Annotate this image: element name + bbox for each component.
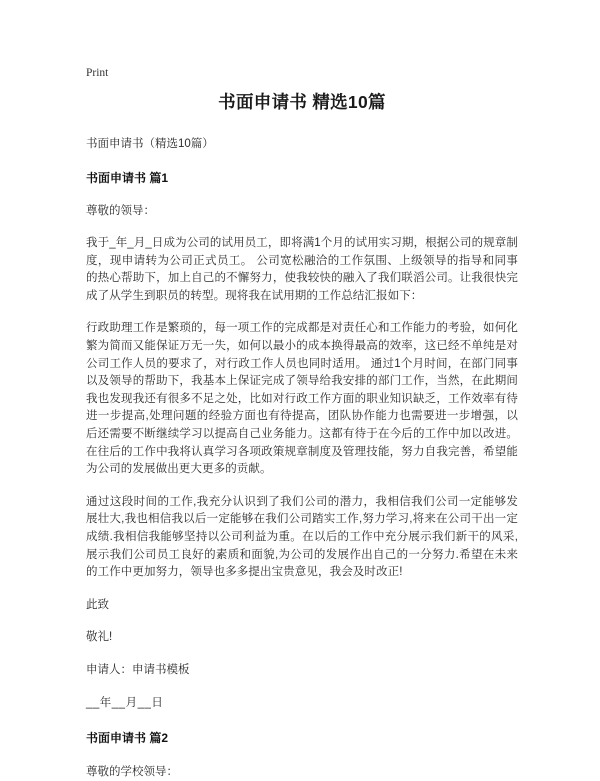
section-heading-2: 书面申请书 篇2 [86, 730, 169, 745]
page-title: 书面申请书 精选10篇 [218, 92, 386, 112]
print-button[interactable]: Print [86, 67, 109, 79]
document-subtitle: 书面申请书（精选10篇） [86, 138, 214, 150]
document-content [86, 66, 518, 781]
body-paragraph-2: 行政助理工作是繁琐的，每一项工作的完成都是对责任心和工作能力的考验，如何化繁为简而又能保证万无一失，如何以最小的成本换得最高的效率，这已经不单纯是对公司工作人员的要求了，对行政工作人员也同时适用。 通过1个月时间，在部门同事以及领导的帮助下，我基本上保证完成了领导给我安排的部门工作，当然，在此期间我也发现我还有很多不足之处，比如对行政工作方面的职业知识缺乏，工作效率有待进一步提高,处理问题的经验方面也有待提高，团队协作能力也需要进一步增强，以后还需要不断继续学习以提高自己业务能力。这都有待于在今后的工作中加以改进。在往后的工作中我将认真学习各项政策规章制度及管理技能，努力自我完善，希望能为公司的发展做出更大更多的贡献。 [86, 322, 518, 476]
signature-line: 申请人：申请书模板 [86, 663, 190, 676]
closing-line-1: 此致 [86, 598, 109, 611]
salutation-2: 尊敬的学校领导： [86, 765, 178, 778]
body-paragraph-1: 我于_年_月_日成为公司的试用员工，即将满1个月的试用实习期，根据公司的规章制度，现申请转为公司正式员工。 公司宽松融洽的工作氛围、上级领导的指导和同事的热心帮助下，加上自己的不懈努力，使我较快的融入了我们联滔公司。让我很快完成了从学生到职员的转型。现将我在试用期的工作总结汇报如下： [86, 237, 518, 302]
date-line: __年__月__日 [86, 696, 164, 709]
closing-line-2: 敬礼! [86, 630, 113, 643]
section-heading-1: 书面申请书 篇1 [86, 171, 169, 185]
salutation-1: 尊敬的领导： [86, 205, 155, 217]
body-paragraph-3: 通过这段时间的工作,我充分认识到了我们公司的潜力，我相信我们公司一定能够发展壮大,我也相信我以后一定能够在我们公司踏实工作,努力学习,将来在公司干出一定成绩.我相信我能够坚持以公司利益为重。在以后的工作中充分展示我们新干的风采,展示我们公司员工良好的素质和面貌,为公司的发展作出自己的一分努力.希望在未来的工作中更加努力，领导也多多提出宝贵意见，我会及时改正! [86, 495, 518, 579]
